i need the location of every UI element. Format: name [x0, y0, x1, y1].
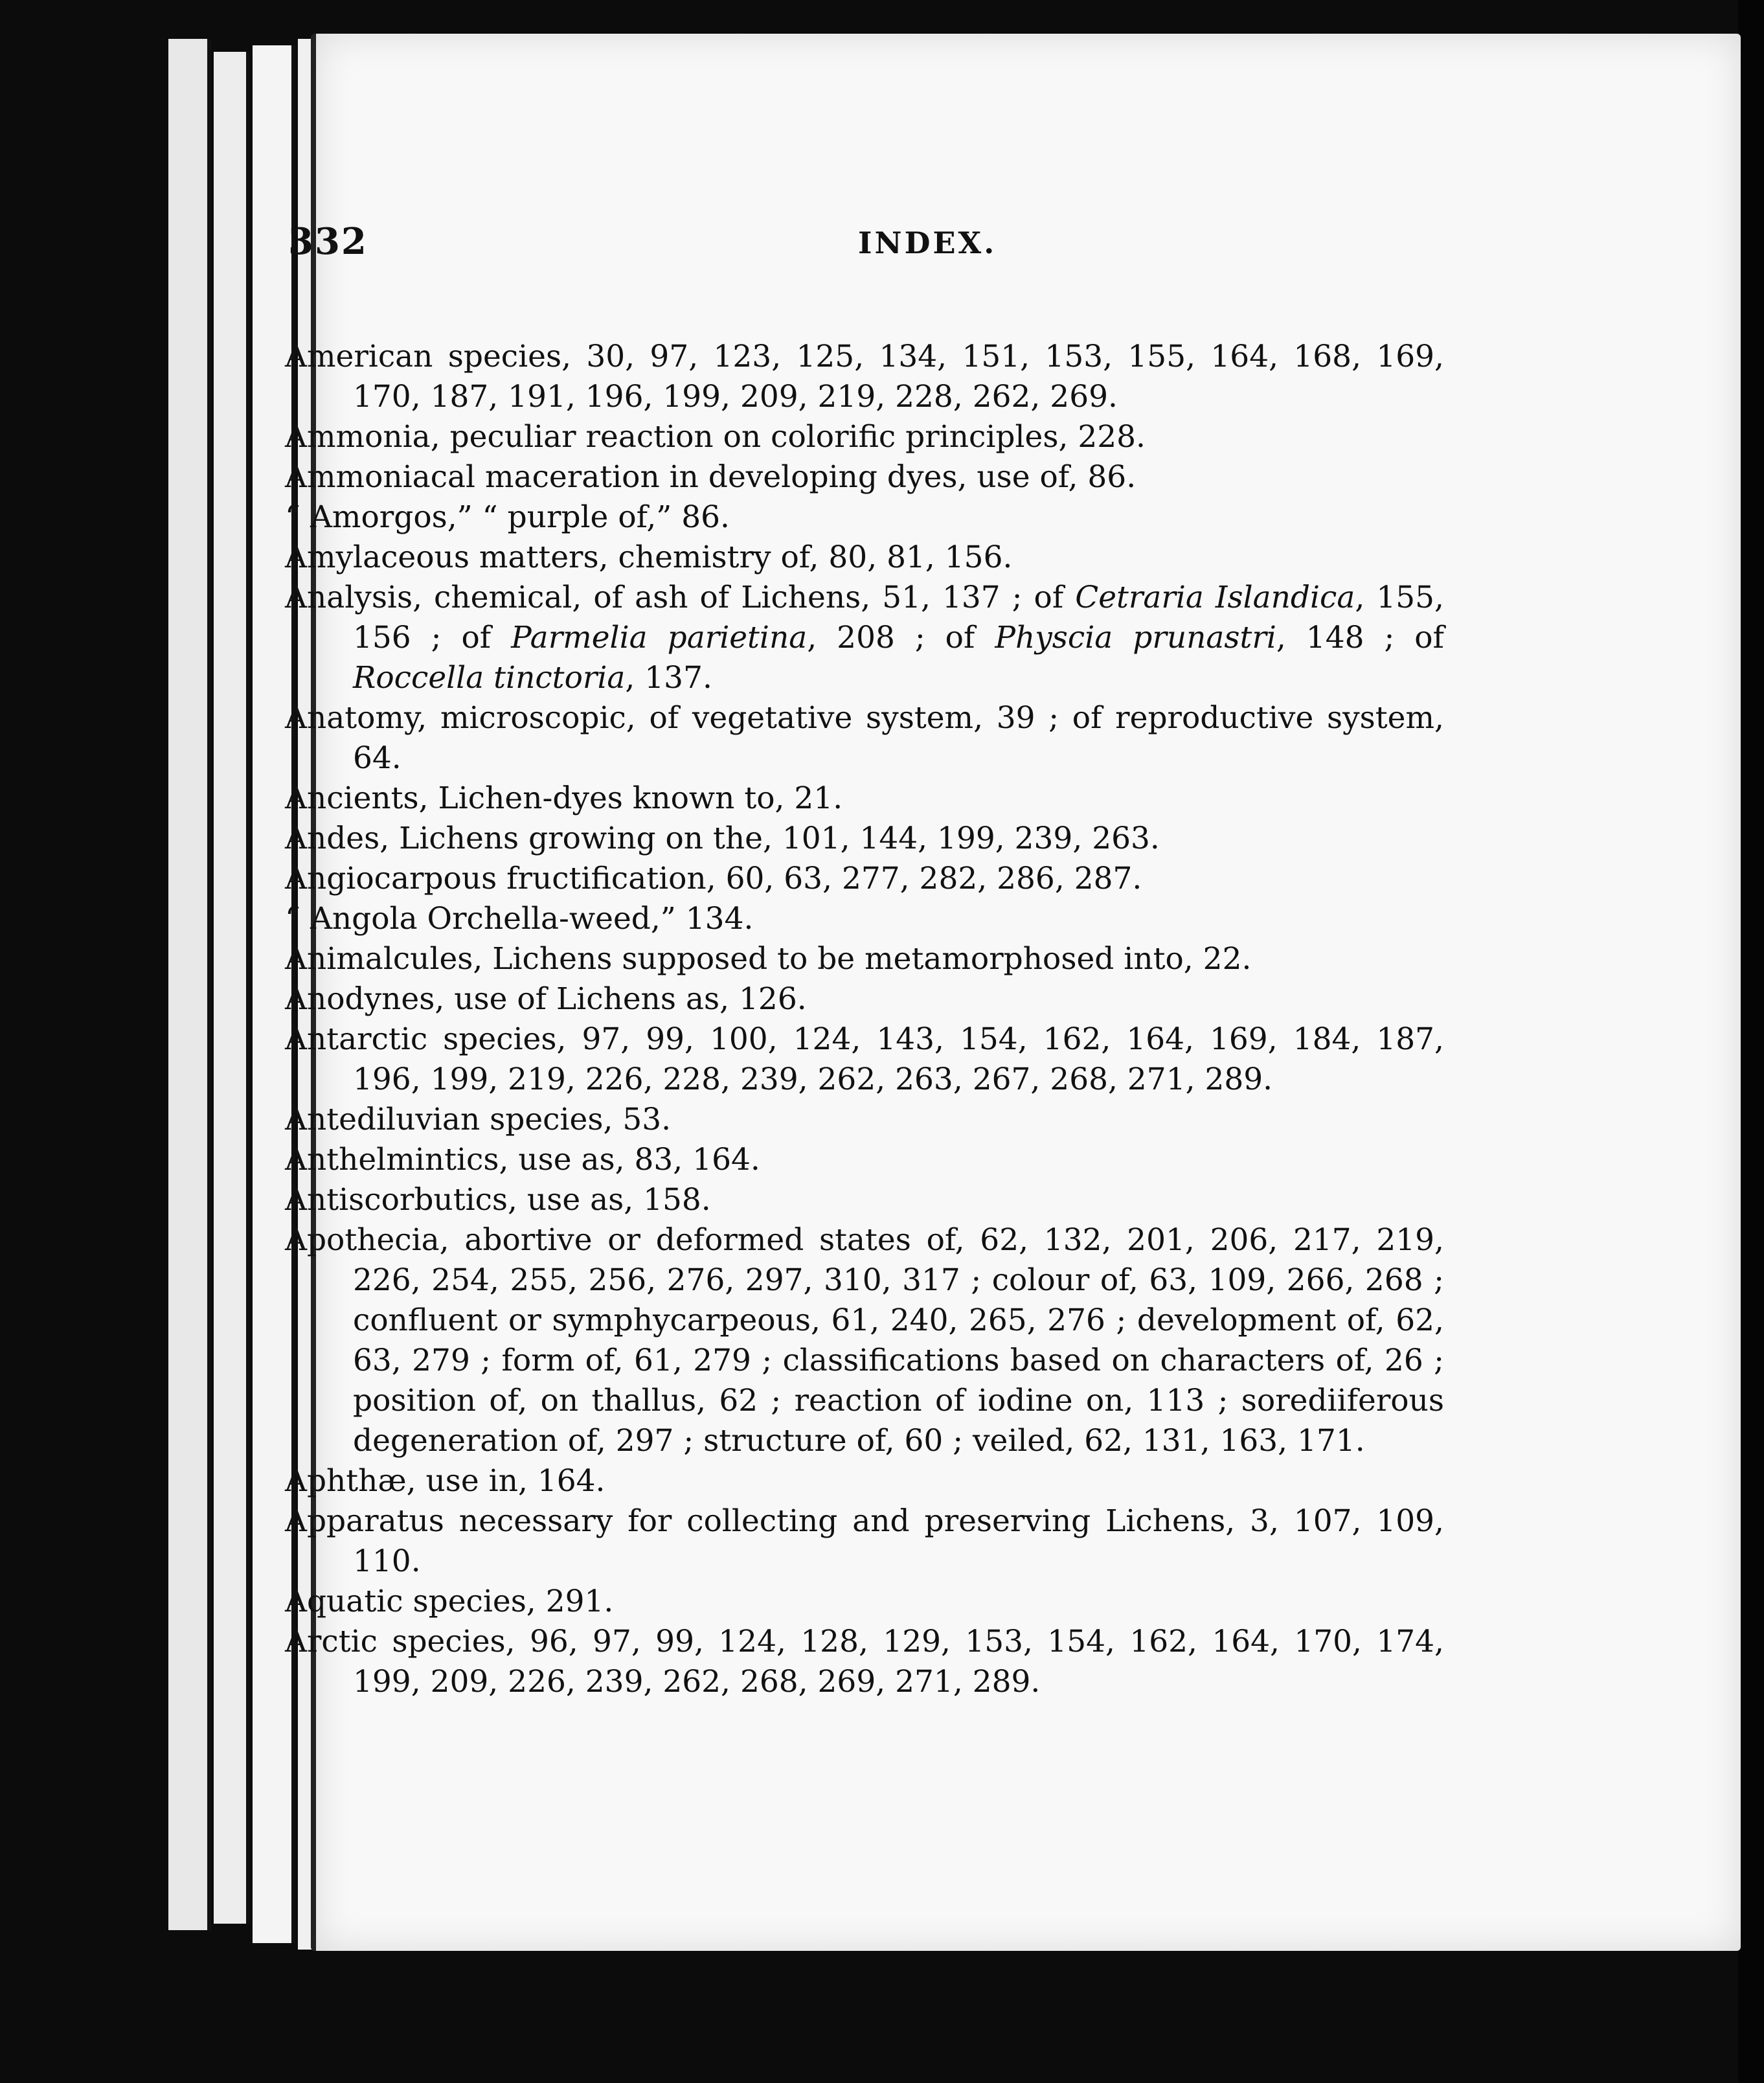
entry-text: , 137. — [625, 660, 712, 696]
index-entry: “ Angola Orchella-weed,” 134. — [285, 901, 754, 937]
index-entry: Ammoniacal maceration in developing dyes, use of, 86. — [285, 459, 1136, 495]
entry-text: , 208 ; of — [807, 620, 995, 655]
page-header — [288, 220, 1428, 279]
species-name: Physcia prunastri — [995, 620, 1276, 655]
index-entry: Ancients, Lichen-dyes known to, 21. — [285, 780, 843, 816]
running-head: INDEX. — [858, 225, 997, 260]
index-entry: Anthelmintics, use as, 83, 164. — [285, 1142, 760, 1178]
index-entry: Antiscorbutics, use as, 158. — [285, 1182, 711, 1218]
index-entry — [285, 578, 1444, 698]
index-entry: Anatomy, microscopic, of vegetative system, 39 ; of reproductive system, 64. — [285, 700, 1444, 776]
index-entry: Aphthæ, use in, 164. — [285, 1463, 605, 1499]
index-entry: Amylaceous matters, chemistry of, 80, 81, 156. — [285, 540, 1013, 575]
index-entry: Angiocarpous fructification, 60, 63, 277, 282, 286, 287. — [285, 861, 1142, 896]
species-name: Cetraria Islandica — [1075, 580, 1355, 615]
index-entries — [285, 337, 1444, 1702]
species-name: Roccella tinctoria — [353, 660, 626, 696]
book-edge — [168, 39, 211, 1930]
index-entry: Arctic species, 96, 97, 99, 124, 128, 129, 153, 154, 162, 164, 170, 174, 199, 209, 226, 239, 262, 268, 269, 271, 289. — [285, 1624, 1444, 1700]
species-name: Parmelia parietina — [511, 620, 808, 655]
index-entry: Apparatus necessary for collecting and preserving Lichens, 3, 107, 109, 110. — [285, 1503, 1444, 1579]
page-number: 332 — [288, 220, 368, 263]
index-entry: Ammonia, peculiar reaction on colorific principles, 228. — [285, 419, 1146, 455]
index-entry: American species, 30, 97, 123, 125, 134, 151, 153, 155, 164, 168, 169, 170, 187, 191, 196, 199, 209, 219, 228, 262, 269. — [285, 339, 1444, 415]
index-entry: Aquatic species, 291. — [285, 1584, 614, 1619]
index-entry: Antarctic species, 97, 99, 100, 124, 143, 154, 162, 164, 169, 184, 187, 196, 199, 219, 226, 228, 239, 262, 263, 267, 268, 271, 289. — [285, 1021, 1444, 1097]
entry-text: , 155, 156 ; of — [353, 580, 1444, 655]
index-entry: Apothecia, abortive or deformed states of, 62, 132, 201, 206, 217, 219, 226, 254, 255, 256, 276, 297, 310, 317 ; colour of, 63, 109, 266, 268 ; confluent or symphycarpeous, 61, 240, 265, 276 ; development of, 62, 63, 279 ; form of, 61, 279 ; classifications based on characters of, 26 ; position of, on thallus, 62 ; reaction of iodine on, 113 ; sorediiferous degeneration of, 297 ; structure of, 60 ; veiled, 62, 131, 163, 171. — [285, 1222, 1444, 1459]
index-entry: Andes, Lichens growing on the, 101, 144, 199, 239, 263. — [285, 821, 1160, 856]
index-entry: Animalcules, Lichens supposed to be metamorphosed into, 22. — [285, 941, 1252, 977]
index-entry: Anodynes, use of Lichens as, 126. — [285, 981, 807, 1017]
index-entry: Antediluvian species, 53. — [285, 1102, 672, 1137]
index-entry: “ Amorgos,” “ purple of,” 86. — [285, 499, 730, 535]
book-edge — [214, 52, 250, 1924]
entry-text: Analysis, chemical, of ash of Lichens, 51, 137 ; of — [285, 580, 1076, 615]
entry-text: , 148 ; of — [1276, 620, 1444, 655]
scan-border — [1738, 0, 1764, 2083]
